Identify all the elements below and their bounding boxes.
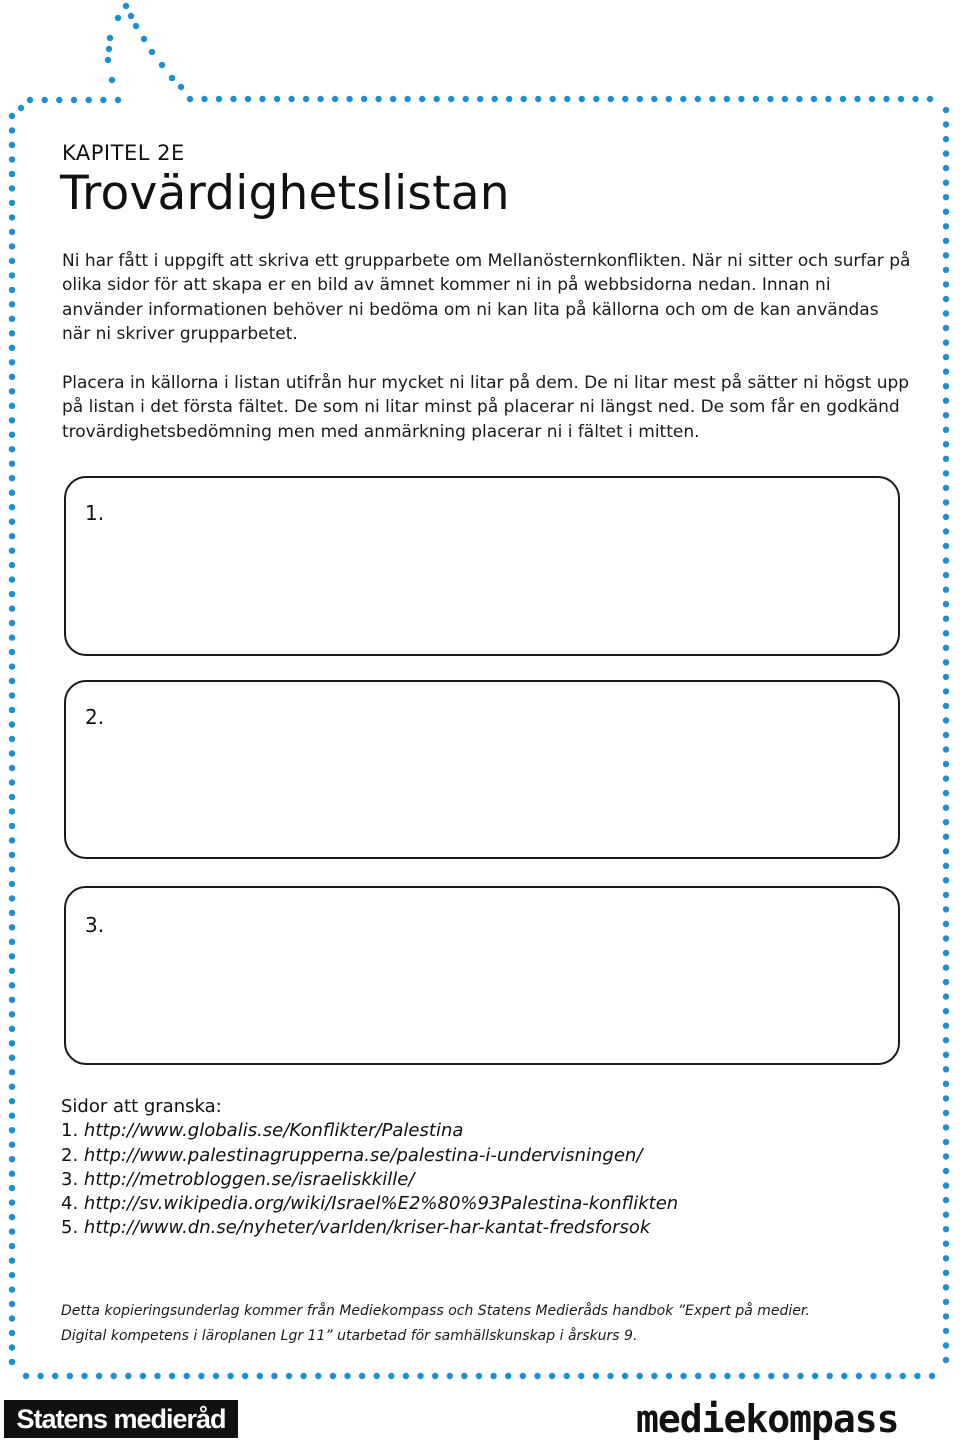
site-number: 3. [61, 1168, 79, 1190]
statens-medierad-logo: Statens medieråd [4, 1400, 238, 1438]
site-link[interactable]: http://www.globalis.se/Konflikter/Palestina [83, 1120, 464, 1142]
site-item [61, 1216, 678, 1240]
site-link[interactable]: http://sv.wikipedia.org/wiki/Israel%E2%80%93Palestina-konflikten [83, 1193, 679, 1215]
credit-note [61, 1299, 810, 1348]
site-link[interactable]: http://www.palestinagrupperna.se/palestina-i-undervisningen/ [83, 1144, 643, 1166]
intro-paragraph: Ni har fått i uppgift att skriva ett grupparbete om Mellanösternkonflikten. När ni sitter och surfar på olika sidor för att skapa er en bild av ämnet kommer ni in på webbsidorna nedan. Innan ni använder informationen behöver ni bedöma om ni kan lita på källorna och om de kan användas när ni skriver grupparbetet. [62, 251, 911, 345]
mediekompass-logo: mediekompass [636, 1397, 899, 1441]
site-number: 5. [61, 1217, 79, 1239]
site-number: 2. [61, 1144, 79, 1166]
page-title: Trovärdighetslistan [60, 166, 510, 221]
site-link[interactable]: http://www.dn.se/nyheter/varlden/kriser-har-kantat-fredsforsok [83, 1217, 651, 1239]
instruction-paragraph: Placera in källorna i listan utifrån hur mycket ni litar på dem. De ni litar mest på sätter ni högst upp på listan i det första fältet. De som ni litar minst på placerar ni längst ned. De som får en godkänd trovärdighetsbedömning men med anmärkning placerar ni i fältet i mitten. [62, 373, 910, 442]
ranking-field-number: 1. [85, 501, 105, 525]
site-number: 1. [61, 1120, 79, 1142]
credit-line-1: Detta kopieringsunderlag kommer från Mediekompass och Statens Medieråds handbok ”Expert på medier. [61, 1303, 810, 1319]
chapter-label: KAPITEL 2E [62, 141, 185, 165]
sites-to-review [61, 1095, 678, 1241]
ranking-field-1[interactable] [64, 476, 900, 656]
sites-heading: Sidor att granska: [61, 1096, 222, 1117]
ranking-field-number: 2. [85, 705, 105, 729]
ranking-field-number: 3. [85, 913, 105, 937]
site-item [61, 1192, 678, 1216]
ranking-field-3[interactable] [64, 886, 900, 1065]
site-number: 4. [61, 1193, 79, 1215]
site-item [61, 1168, 678, 1192]
site-link[interactable]: http://metrobloggen.se/israeliskkille/ [83, 1168, 415, 1190]
site-item [61, 1119, 678, 1143]
site-item [61, 1144, 678, 1168]
credit-line-2: Digital kompetens i läroplanen Lgr 11” utarbetad för samhällskunskap i årskurs 9. [61, 1327, 638, 1344]
ranking-field-2[interactable] [64, 680, 900, 859]
